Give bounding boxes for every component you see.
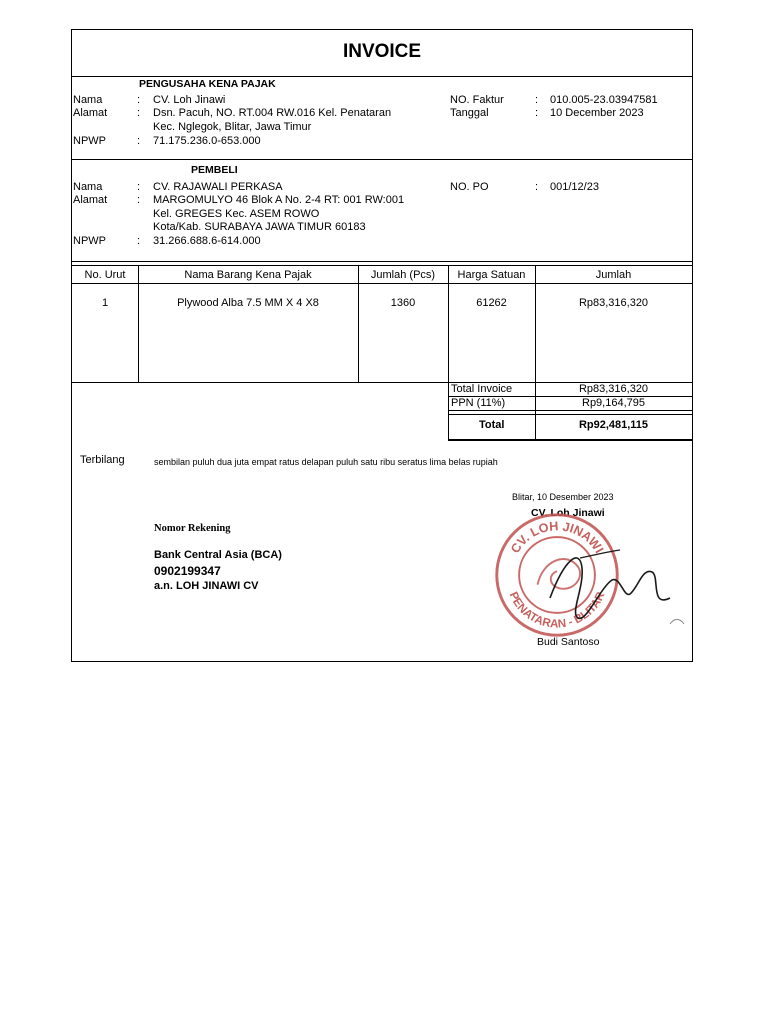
- table-header-harga-satuan: Harga Satuan: [457, 269, 526, 281]
- total-label: Total: [479, 419, 505, 431]
- seller-heading: PENGUSAHA KENA PAJAK: [139, 78, 276, 90]
- totals-bottom-border: [448, 439, 692, 441]
- faktur-number: 010.005-23.03947581: [550, 94, 658, 106]
- faktur-label: NO. Faktur: [450, 94, 504, 106]
- seller-npwp: 71.175.236.0-653.000: [153, 135, 261, 147]
- colon: :: [535, 181, 539, 193]
- buyer-alamat-line3: Kota/Kab. SURABAYA JAWA TIMUR 60183: [153, 221, 366, 233]
- handwritten-signature: [520, 528, 690, 638]
- col-divider: [138, 265, 139, 382]
- invoice-page: [71, 29, 693, 662]
- col-divider: [535, 265, 536, 382]
- signer-name: Budi Santoso: [537, 636, 600, 648]
- po-label: NO. PO: [450, 181, 489, 193]
- table-cell-jumlah-pcs: 1360: [390, 297, 416, 309]
- seller-nama: CV. Loh Jinawi: [153, 94, 226, 106]
- colon: :: [137, 235, 141, 247]
- total-value: Rp92,481,115: [578, 419, 649, 431]
- buyer-alamat-line2: Kel. GREGES Kec. ASEM ROWO: [153, 208, 320, 220]
- bank-name: Bank Central Asia (BCA): [154, 549, 282, 561]
- stamp-bottom-text: PENATARAN - BLITAR: [506, 589, 608, 631]
- colon: :: [137, 194, 141, 206]
- po-number: 001/12/23: [550, 181, 599, 193]
- buyer-alamat-label: Alamat: [73, 194, 108, 206]
- tanggal-value: 10 December 2023: [550, 107, 644, 119]
- divider: [72, 261, 692, 262]
- terbilang-text: sembilan puluh dua juta empat ratus delapan puluh satu ribu seratus lima belas rupiah: [154, 457, 498, 467]
- table-cell-nama-barang: Plywood Alba 7.5 MM X 4 X8: [177, 297, 319, 309]
- signature-place-date: Blitar, 10 Desember 2023: [512, 492, 614, 502]
- divider: [72, 159, 692, 160]
- buyer-nama: CV. RAJAWALI PERKASA: [153, 181, 283, 193]
- tanggal-label: Tanggal: [450, 107, 489, 119]
- stamp-top-text: CV. LOH JINAWI: [508, 519, 607, 556]
- colon: :: [137, 107, 141, 119]
- terbilang-label: Terbilang: [80, 454, 125, 466]
- table-header-border: [72, 283, 692, 284]
- col-divider: [448, 265, 449, 382]
- buyer-alamat-line1: MARGOMULYO 46 Blok A No. 2-4 RT: 001 RW:001: [153, 194, 405, 206]
- bank-holder: a.n. LOH JINAWI CV: [154, 580, 259, 592]
- table-header-nama-barang: Nama Barang Kena Pajak: [184, 269, 312, 281]
- col-divider: [358, 265, 359, 382]
- ppn-label: PPN (11%): [451, 397, 506, 409]
- divider: [72, 76, 692, 77]
- seller-nama-label: Nama: [73, 94, 103, 106]
- seller-npwp-label: NPWP: [73, 135, 106, 147]
- bank-heading: Nomor Rekening: [154, 523, 231, 534]
- colon: :: [137, 135, 141, 147]
- table-top-border: [72, 265, 692, 266]
- colon: :: [535, 107, 539, 119]
- colon: :: [535, 94, 539, 106]
- buyer-nama-label: Nama: [73, 181, 103, 193]
- totals-row-border: [448, 414, 692, 415]
- table-cell-no: 1: [101, 297, 109, 309]
- total-invoice-label: Total Invoice: [451, 383, 513, 395]
- table-header-jumlah-pcs: Jumlah (Pcs): [370, 269, 436, 281]
- totals-row-border: [448, 410, 692, 411]
- seller-alamat-line1: Dsn. Pacuh, NO. RT.004 RW.016 Kel. Penataran: [153, 107, 392, 119]
- bank-account: 0902199347: [154, 564, 221, 578]
- table-header-no: No. Urut: [84, 269, 126, 281]
- invoice-title: INVOICE: [342, 41, 422, 62]
- seller-alamat-line2: Kec. Nglegok, Blitar, Jawa Timur: [153, 121, 312, 133]
- table-header-jumlah: Jumlah: [595, 269, 632, 281]
- table-cell-jumlah: Rp83,316,320: [578, 297, 649, 309]
- buyer-heading: PEMBELI: [191, 164, 238, 176]
- buyer-npwp: 31.266.688.6-614.000: [153, 235, 261, 247]
- total-invoice-value: Rp83,316,320: [578, 383, 649, 395]
- colon: :: [137, 94, 141, 106]
- buyer-npwp-label: NPWP: [73, 235, 106, 247]
- seller-alamat-label: Alamat: [73, 107, 108, 119]
- table-cell-harga-satuan: 61262: [476, 297, 507, 309]
- colon: :: [137, 181, 141, 193]
- ppn-value: Rp9,164,795: [582, 397, 645, 409]
- signature-company: CV. Loh Jinawi: [531, 507, 605, 519]
